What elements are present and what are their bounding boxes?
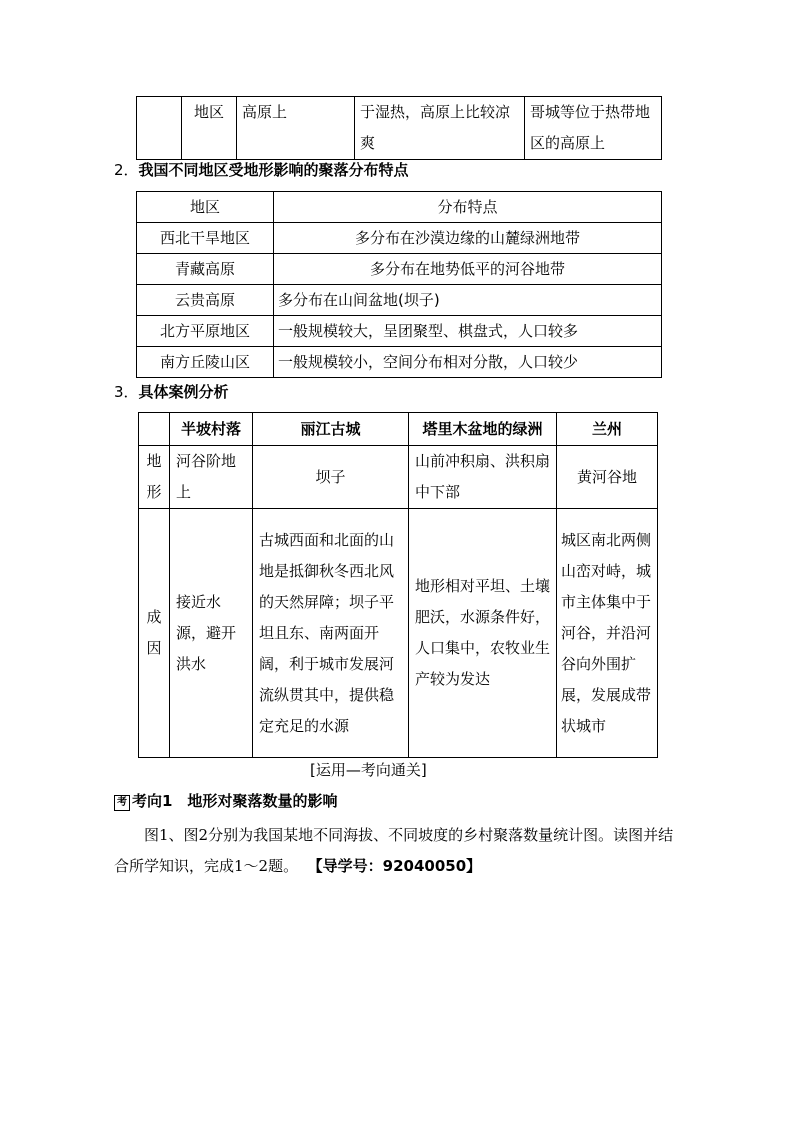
column-header: 兰州 <box>557 413 658 446</box>
case-analysis-table <box>138 412 658 758</box>
question-text: 图1、图2分别为我国某地不同海拔、不同坡度的乡村聚落数量统计图。读图并结合所学知识，完成1～2题。 <box>114 826 674 875</box>
region-cell: 云贵高原 <box>137 285 274 316</box>
table-row <box>137 254 662 285</box>
section-heading-3 <box>114 380 229 404</box>
question-paragraph <box>114 820 684 882</box>
distribution-table <box>136 191 662 378</box>
table-row <box>137 285 662 316</box>
table-cell: 于湿热，高原上比较凉爽 <box>355 97 525 160</box>
column-header: 丽江古城 <box>253 413 409 446</box>
table-cell: 哥城等位于热带地区的高原上 <box>525 97 662 160</box>
table-header-row <box>139 413 658 446</box>
feature-cell: 多分布在沙漠边缘的山麓绿洲地带 <box>274 223 662 254</box>
section-title: 具体案例分析 <box>138 383 229 401</box>
region-cell: 西北干旱地区 <box>137 223 274 254</box>
section-heading-2 <box>114 158 409 182</box>
table-cell <box>137 97 182 160</box>
terrain-cell: 河谷阶地上 <box>170 446 253 509</box>
exam-direction-icon: 考 <box>114 795 130 811</box>
table-row <box>139 509 658 758</box>
feature-cell: 多分布在地势低平的河谷地带 <box>274 254 662 285</box>
direction-label: 考向1 地形对聚落数量的影响 <box>132 792 338 810</box>
row-label-terrain: 地形 <box>139 446 170 509</box>
column-header <box>139 413 170 446</box>
column-header: 塔里木盆地的绿洲 <box>409 413 557 446</box>
feature-cell: 多分布在山间盆地(坝子) <box>274 285 662 316</box>
feature-cell: 一般规模较小，空间分布相对分散，人口较少 <box>274 347 662 378</box>
table-row <box>139 446 658 509</box>
region-cell: 青藏高原 <box>137 254 274 285</box>
feature-cell: 一般规模较大，呈团聚型、棋盘式，人口较多 <box>274 316 662 347</box>
direction-heading <box>114 788 337 814</box>
table-header-row <box>137 192 662 223</box>
table-cell: 地区 <box>182 97 237 160</box>
table-cell: 高原上 <box>237 97 355 160</box>
cause-cell: 城区南北两侧山峦对峙，城市主体集中于河谷，并沿河谷向外围扩展，发展成带状城市 <box>557 509 658 758</box>
terrain-cell: 坝子 <box>253 446 409 509</box>
row-label-cause: 成因 <box>139 509 170 758</box>
region-cell: 北方平原地区 <box>137 316 274 347</box>
table-row <box>137 316 662 347</box>
table-row <box>137 97 662 160</box>
section-title: 我国不同地区受地形影响的聚落分布特点 <box>138 161 409 179</box>
section-number: 3． <box>114 383 139 401</box>
section-caption: [运用—考向通关] <box>310 761 427 779</box>
section-number: 2． <box>114 161 139 179</box>
table-row <box>137 347 662 378</box>
cause-cell: 古城西面和北面的山地是抵御秋冬西北风的天然屏障；坝子平坦且东、南两面开阔，利于城市发展河流纵贯其中，提供稳定充足的水源 <box>253 509 409 758</box>
continuation-table <box>136 96 662 160</box>
column-header: 半坡村落 <box>170 413 253 446</box>
cause-cell: 接近水源，避开洪水 <box>170 509 253 758</box>
terrain-cell: 黄河谷地 <box>557 446 658 509</box>
region-cell: 南方丘陵山区 <box>137 347 274 378</box>
reference-number: 【导学号：92040050】 <box>307 857 482 875</box>
cause-cell: 地形相对平坦、土壤肥沃，水源条件好，人口集中，农牧业生产较为发达 <box>409 509 557 758</box>
terrain-cell: 山前冲积扇、洪积扇中下部 <box>409 446 557 509</box>
table-row <box>137 223 662 254</box>
column-header: 分布特点 <box>274 192 662 223</box>
column-header: 地区 <box>137 192 274 223</box>
